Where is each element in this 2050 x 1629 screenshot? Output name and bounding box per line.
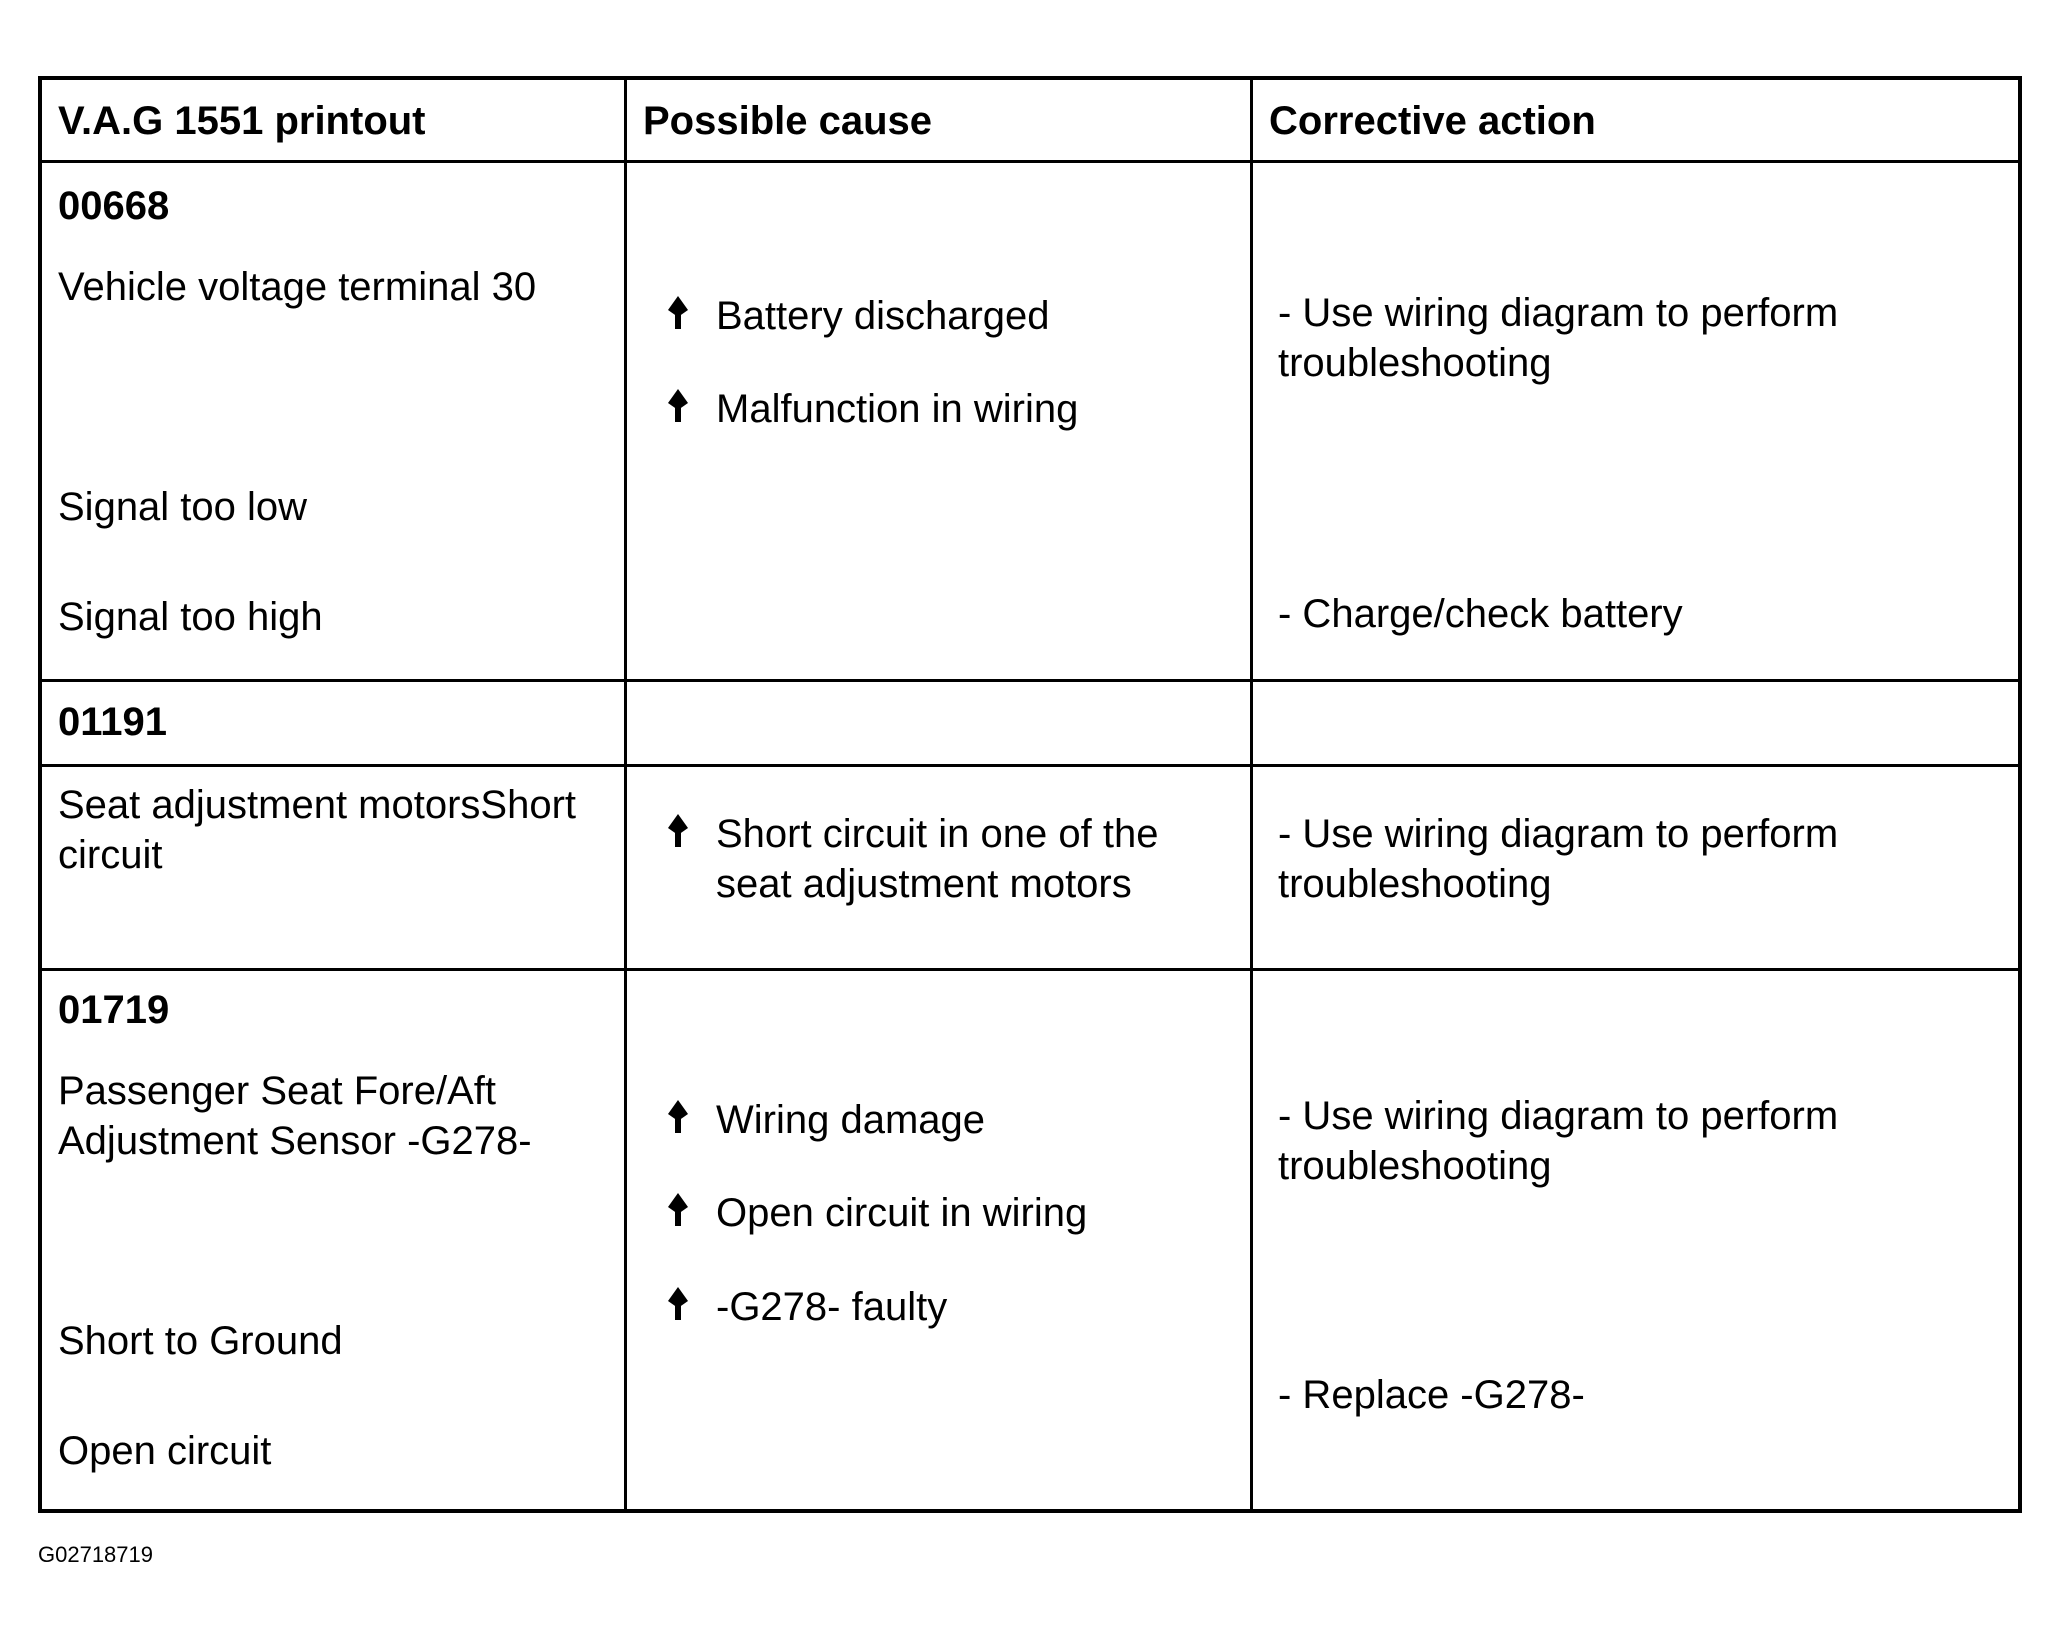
action-item: - Use wiring diagram to perform troubleshooting: [1278, 291, 1839, 385]
action-item: - Use wiring diagram to perform troubleshooting: [1278, 1094, 1839, 1188]
fault-code: 01191: [58, 700, 168, 744]
printout-text: Short to Ground: [58, 1319, 343, 1363]
cause-item: Wiring damage: [716, 1098, 986, 1142]
printout-text: Vehicle voltage terminal 30: [58, 265, 537, 309]
printout-text: Signal too high: [58, 595, 323, 639]
diamond-bullet-icon: [667, 813, 689, 851]
cause-item: -G278- faulty: [716, 1285, 948, 1329]
cause-item: Malfunction in wiring: [716, 387, 1079, 431]
action-item: - Replace -G278-: [1278, 1373, 1585, 1417]
fault-code: 00668: [58, 184, 170, 228]
column-divider: [624, 80, 627, 1509]
row-divider: [42, 764, 2018, 767]
cause-item: Battery discharged: [716, 294, 1050, 338]
diamond-bullet-icon: [667, 1192, 689, 1230]
printout-text: Passenger Seat Fore/Aft Adjustment Sensor -G278-: [58, 1069, 532, 1163]
fault-code: 01719: [58, 988, 170, 1032]
cause-item: Short circuit in one of the seat adjustment motors: [716, 812, 1159, 906]
header-possible-cause: Possible cause: [643, 99, 933, 143]
header-printout: V.A.G 1551 printout: [58, 99, 426, 143]
action-item: - Charge/check battery: [1278, 592, 1683, 636]
cause-item: Open circuit in wiring: [716, 1191, 1088, 1235]
diamond-bullet-icon: [667, 388, 689, 426]
action-item: - Use wiring diagram to perform troubleshooting: [1278, 812, 1839, 906]
header-corrective-action: Corrective action: [1269, 99, 1596, 143]
diamond-bullet-icon: [667, 1099, 689, 1137]
printout-text: Seat adjustment motorsShort circuit: [58, 783, 577, 877]
column-divider: [1250, 80, 1253, 1509]
row-divider: [42, 679, 2018, 682]
diamond-bullet-icon: [667, 295, 689, 333]
diamond-bullet-icon: [667, 1286, 689, 1324]
row-divider: [42, 160, 2018, 163]
row-divider: [42, 968, 2018, 971]
printout-text: Signal too low: [58, 485, 308, 529]
fault-code-table: [38, 76, 2022, 1513]
printout-text: Open circuit: [58, 1429, 272, 1473]
figure-id: G02718719: [38, 1542, 153, 1567]
